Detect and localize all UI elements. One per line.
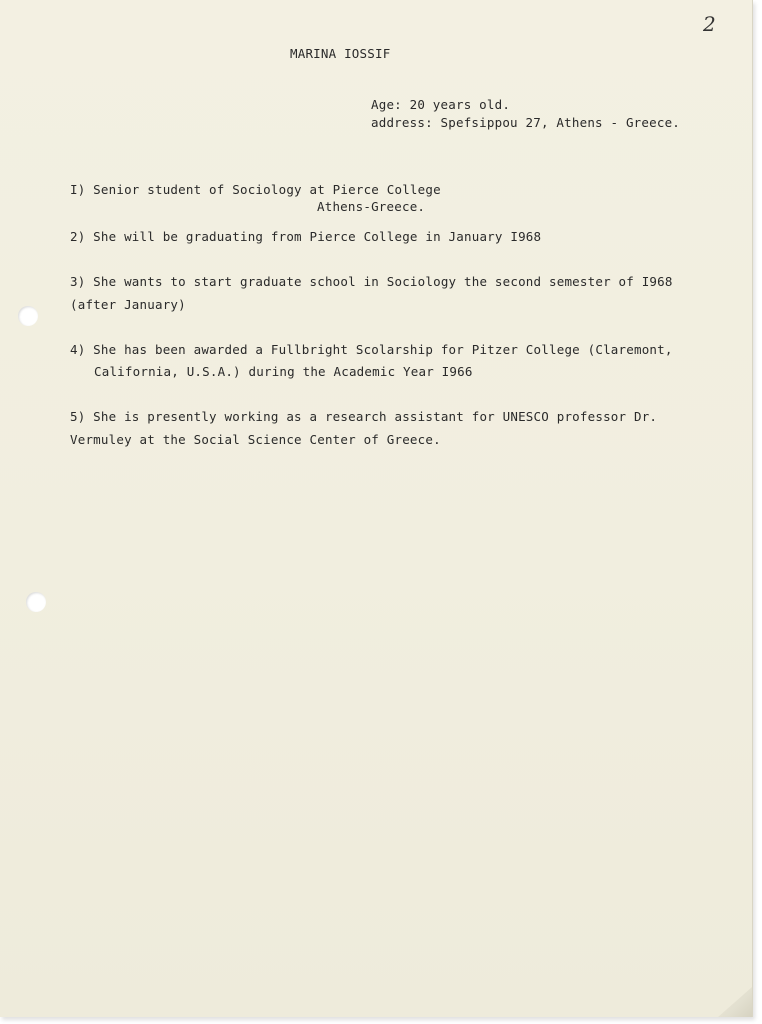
item-3-line-2: (after January) [70, 297, 186, 312]
item-2-line-1: 2) She will be graduating from Pierce College in January I968 [70, 229, 542, 244]
item-4-line-2: California, U.S.A.) during the Academic Year I966 [94, 364, 473, 379]
folded-corner [718, 987, 752, 1017]
page-number: 2 [703, 12, 716, 36]
item-5-line-2: Vermuley at the Social Science Center of Greece. [70, 432, 441, 447]
age-line: Age: 20 years old. [371, 97, 511, 112]
address-line: address: Spefsippou 27, Athens - Greece. [371, 115, 681, 130]
item-1-line-2: Athens-Greece. [317, 199, 426, 214]
person-name: MARINA IOSSIF [290, 46, 391, 61]
punch-hole-bottom [26, 592, 46, 612]
punch-hole-top [18, 306, 38, 326]
item-5-line-1: 5) She is presently working as a research assistant for UNESCO professor Dr. [70, 409, 658, 424]
item-3-line-1: 3) She wants to start graduate school in Sociology the second semester of I968 [70, 274, 673, 289]
item-4-line-1: 4) She has been awarded a Fullbright Scolarship for Pitzer College (Claremont, [70, 342, 673, 357]
item-1-line-1: I) Senior student of Sociology at Pierce College [70, 182, 441, 197]
